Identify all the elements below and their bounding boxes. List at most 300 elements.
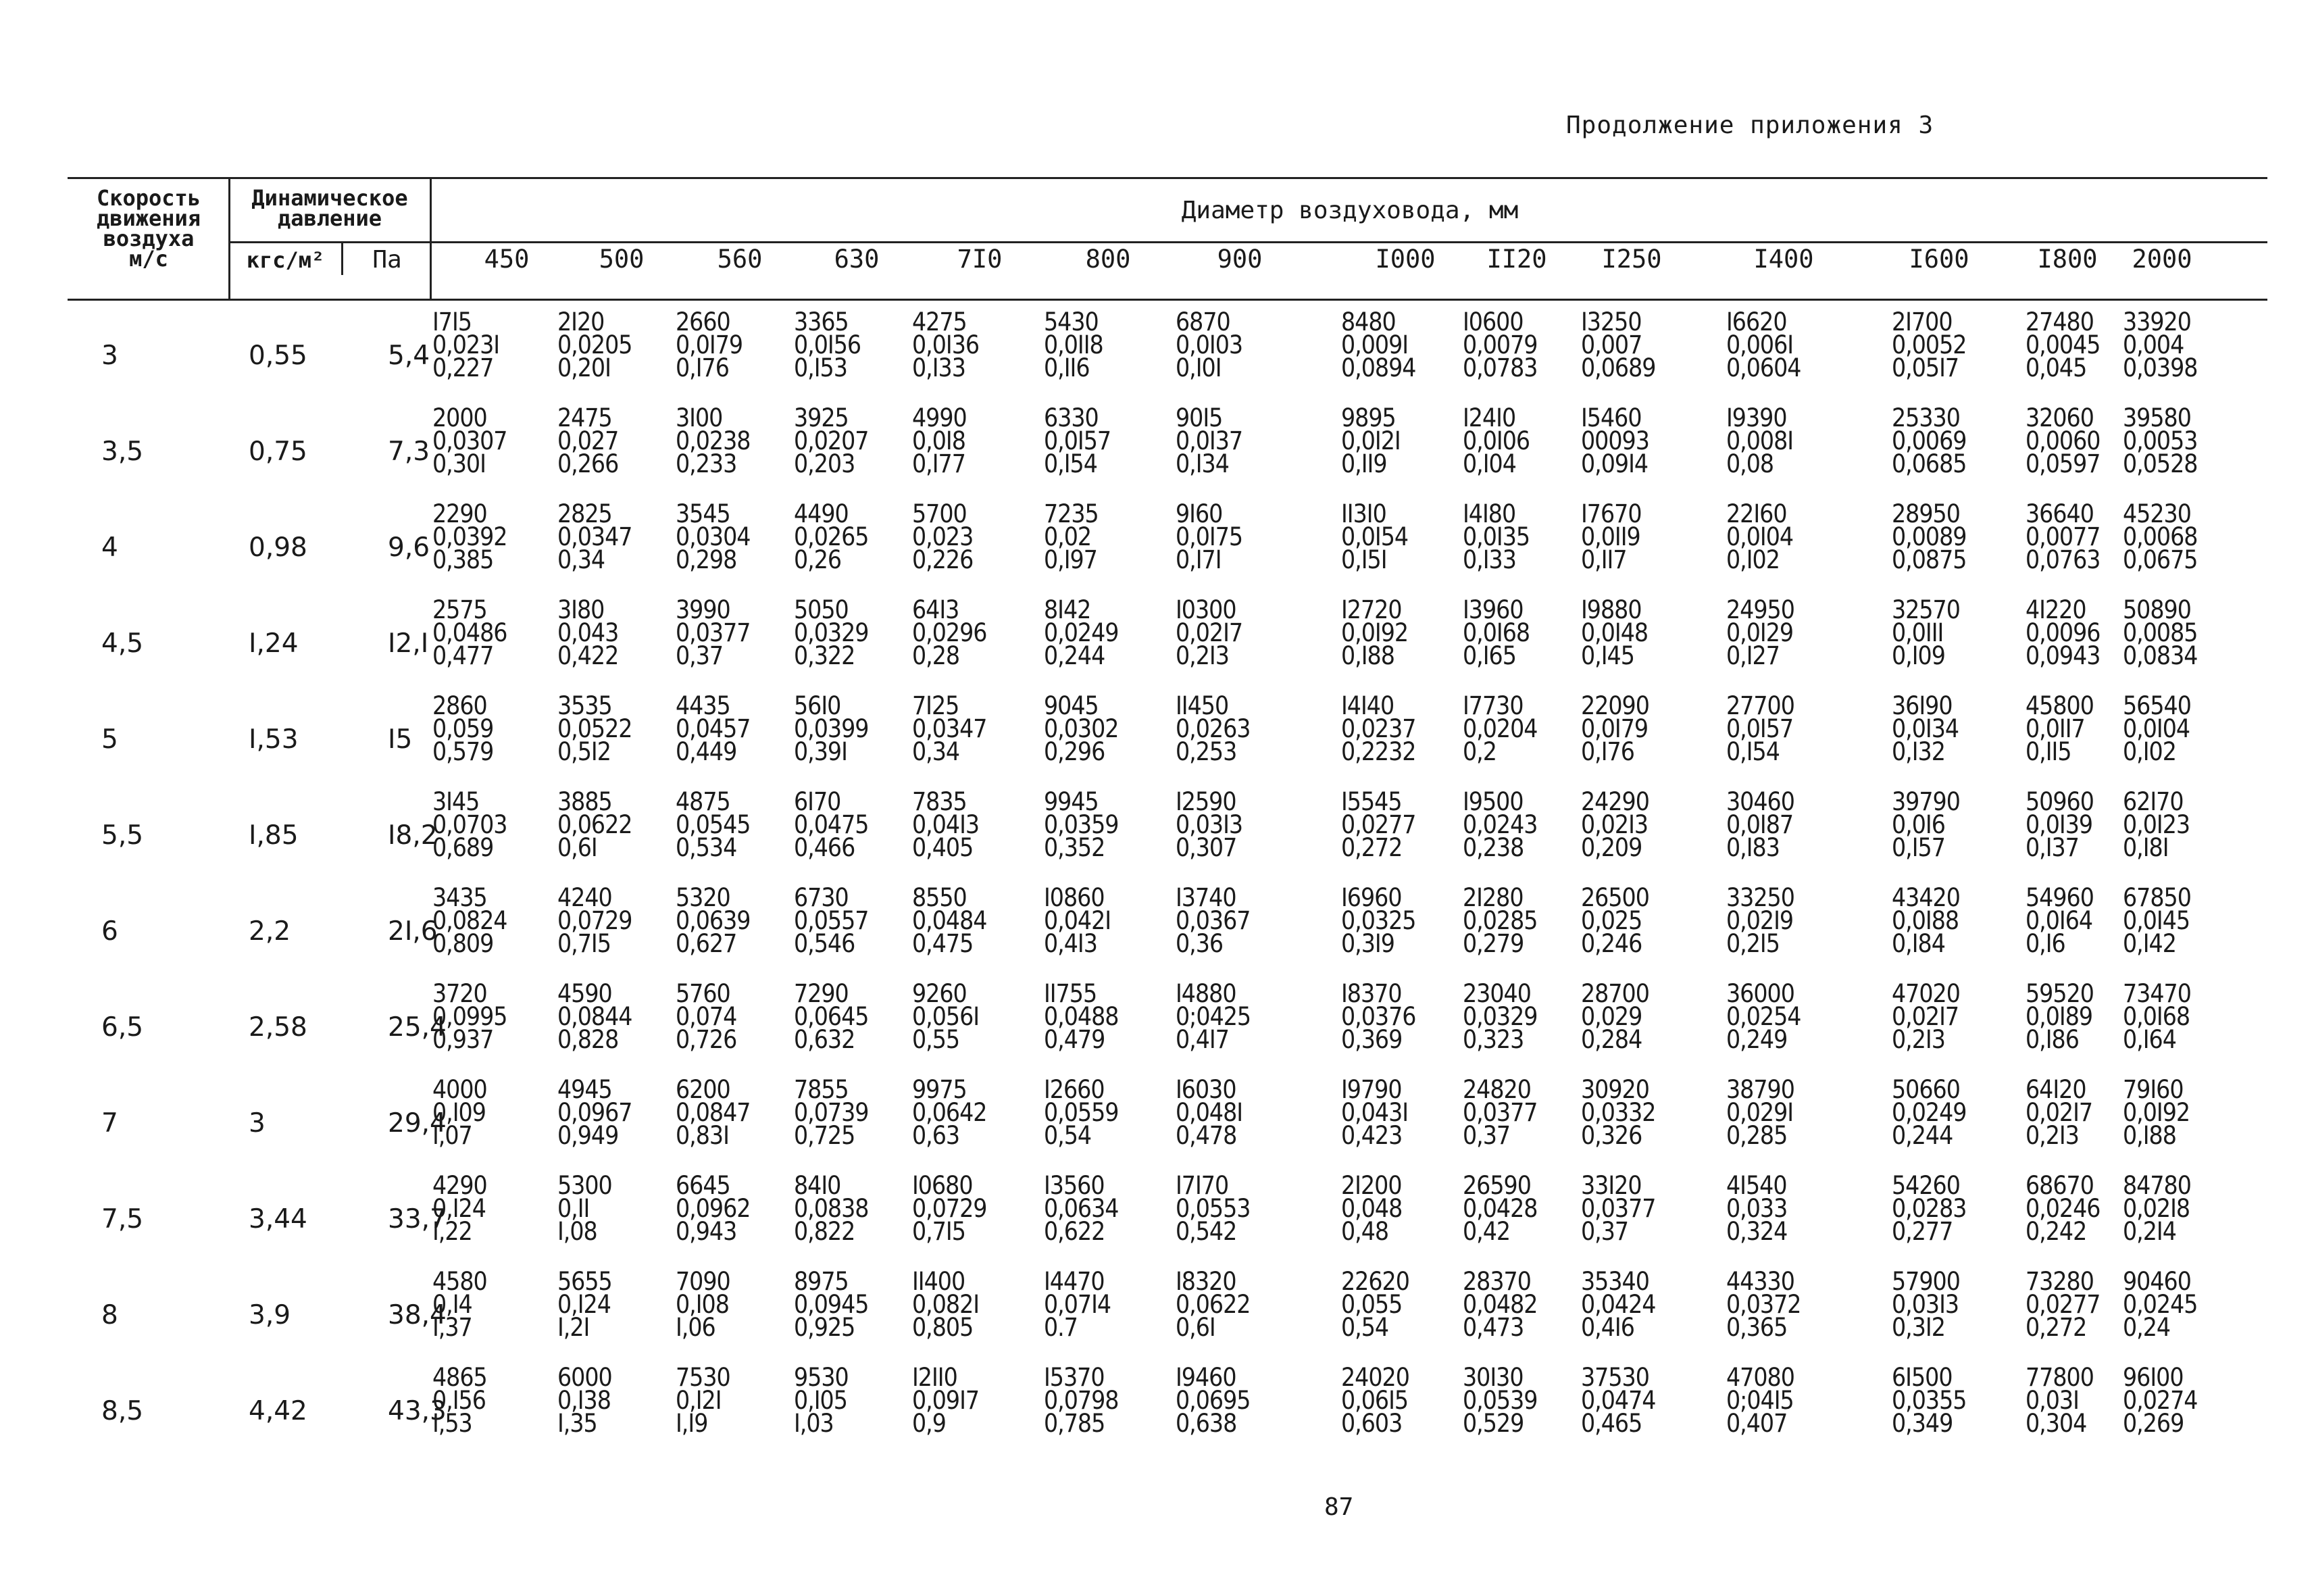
pressure-loss-value: 0,0634 — [1044, 1194, 1119, 1223]
airflow-value: 8I42 — [1044, 595, 1091, 624]
airflow-value: 8550 — [912, 883, 967, 912]
pressure-loss-value: 0,0329 — [794, 618, 869, 647]
pressure-loss-value: 0,007 — [1581, 330, 1642, 359]
airflow-value: 3885 — [557, 787, 612, 816]
pressure-loss-value: 0,0359 — [1044, 810, 1119, 839]
pressure-kgf-value: I,53 — [249, 724, 299, 755]
table-cell — [1892, 1267, 1960, 1342]
pressure-loss-value: 0,033 — [1726, 1194, 1788, 1223]
pressure-loss-pa-value: 0,477 — [432, 641, 494, 670]
airflow-value: I3960 — [1463, 595, 1524, 624]
pressure-loss-value: 0,0060 — [2026, 426, 2101, 455]
pressure-loss-pa-value: 0,529 — [1463, 1409, 1524, 1438]
airflow-value: 3I45 — [432, 787, 480, 816]
pressure-loss-pa-value: 0,39I — [794, 737, 847, 766]
pressure-loss-value: 0,0539 — [1463, 1386, 1538, 1415]
airflow-value: 5430 — [1044, 307, 1099, 336]
pressure-loss-pa-value: 0,385 — [432, 545, 494, 574]
airflow-value: 9945 — [1044, 787, 1099, 816]
pressure-loss-value: 0,0372 — [1726, 1290, 1801, 1319]
page-number: 87 — [1324, 1493, 1354, 1521]
airflow-value: 7530 — [676, 1363, 730, 1392]
pressure-loss-value: 0,0392 — [432, 522, 507, 551]
pressure-loss-pa-value: 0,326 — [1581, 1121, 1642, 1150]
table-cell — [1892, 499, 1967, 574]
pressure-loss-value: 0,0367 — [1176, 906, 1251, 935]
dynamic-pressure-header: Динамическое давление — [251, 185, 408, 231]
table-cell — [1463, 595, 1530, 670]
airflow-value: 5655 — [557, 1267, 612, 1296]
pressure-loss-value: 0,025 — [1581, 906, 1642, 935]
pressure-loss-pa-value: 0,298 — [676, 545, 737, 574]
pressure-loss-pa-value: 0,546 — [794, 929, 855, 958]
pressure-loss-value: 0,0096 — [2026, 618, 2101, 647]
airflow-value: I7I5 — [432, 307, 472, 336]
pressure-loss-value: 0,0332 — [1581, 1098, 1656, 1127]
table-cell — [432, 307, 500, 382]
table-cell — [1044, 499, 1099, 574]
pressure-loss-value: 0,0945 — [794, 1290, 869, 1319]
pressure-loss-value: 0,0377 — [676, 618, 751, 647]
table-cell — [1463, 787, 1538, 862]
table-cell — [1044, 1171, 1119, 1246]
airflow-value: 4945 — [557, 1075, 612, 1104]
pressure-loss-pa-value: 0,822 — [794, 1217, 855, 1246]
pressure-loss-pa-value: 0,6I — [1176, 1313, 1215, 1342]
pressure-loss-value: 0,0207 — [794, 426, 869, 455]
pressure-loss-pa-value: 0,365 — [1726, 1313, 1788, 1342]
table-cell — [1044, 403, 1111, 478]
pressure-loss-value: 0,0304 — [676, 522, 751, 551]
pressure-loss-value: 0,0I23 — [2123, 810, 2190, 839]
pressure-loss-pa-value: 0,405 — [912, 833, 974, 862]
pressure-loss-value: 0,008I — [1726, 426, 1794, 455]
airflow-value: 50960 — [2026, 787, 2094, 816]
airflow-value: 4240 — [557, 883, 612, 912]
table-cell — [557, 1363, 612, 1438]
airflow-value: 2290 — [432, 499, 487, 528]
airflow-value: 3535 — [557, 691, 612, 720]
airflow-value: I2590 — [1176, 787, 1236, 816]
pressure-loss-value: 0,I38 — [557, 1386, 611, 1415]
pressure-loss-pa-value: 0,I65 — [1463, 641, 1516, 670]
speed-value: 5,5 — [101, 820, 144, 851]
pressure-loss-value: 0,043I — [1341, 1098, 1409, 1127]
table-cell — [2026, 595, 2101, 670]
pressure-loss-pa-value: 0,I77 — [912, 449, 965, 478]
pressure-loss-value: 0,0739 — [794, 1098, 869, 1127]
pressure-loss-pa-value: 0,272 — [1341, 833, 1403, 862]
pressure-loss-pa-value: 0,246 — [1581, 929, 1642, 958]
pressure-loss-value: 0,07I4 — [1044, 1290, 1111, 1319]
airflow-value: 2I700 — [1892, 307, 1953, 336]
pressure-loss-value: 0,0263 — [1176, 714, 1251, 743]
pressure-pa-value: 25,4 — [388, 1012, 447, 1043]
table-cell — [2026, 787, 2094, 862]
airflow-value: 2I200 — [1341, 1171, 1402, 1200]
table-cell — [1892, 1171, 1967, 1246]
pressure-kgf-value: I,24 — [249, 628, 299, 659]
pressure-loss-value: 0,0824 — [432, 906, 507, 935]
airflow-value: I0860 — [1044, 883, 1105, 912]
table-cell — [676, 1075, 751, 1150]
table-cell — [1341, 883, 1416, 958]
airflow-value: 84780 — [2123, 1171, 2191, 1200]
table-cell — [557, 979, 632, 1054]
pressure-loss-value: 0,0622 — [557, 810, 632, 839]
pressure-loss-pa-value: 0,I86 — [2026, 1025, 2079, 1054]
table-cell — [1892, 307, 1967, 382]
pressure-loss-pa-value: 0,045 — [2026, 353, 2087, 382]
airflow-value: I7730 — [1463, 691, 1524, 720]
diameter-col-header: 2000 — [2132, 245, 2192, 274]
airflow-value: I2660 — [1044, 1075, 1105, 1104]
table-cell — [676, 1267, 730, 1342]
airflow-value: 90460 — [2123, 1267, 2191, 1296]
pressure-loss-pa-value: 0,277 — [1892, 1217, 1953, 1246]
pressure-loss-pa-value: 0,I09 — [1892, 641, 1945, 670]
pressure-loss-pa-value: 0,20I — [557, 353, 611, 382]
diameter-col-header: I600 — [1909, 245, 1969, 274]
table-cell — [432, 1363, 487, 1438]
speed-header: Скорость движения воздуха м/с — [96, 185, 201, 272]
table-cell — [1463, 1171, 1538, 1246]
table-cell — [794, 499, 869, 574]
table-cell — [2123, 979, 2191, 1054]
table-cell — [1581, 787, 1649, 862]
pressure-loss-value: 0,0I34 — [1892, 714, 1959, 743]
pressure-loss-value: 0,0052 — [1892, 330, 1967, 359]
pressure-loss-value: 0,0559 — [1044, 1098, 1119, 1127]
pressure-loss-pa-value: 0,725 — [794, 1121, 855, 1150]
table-cell — [1176, 979, 1251, 1054]
pressure-loss-value: 0,055 — [1341, 1290, 1403, 1319]
pressure-loss-value: 0,0I39 — [2026, 810, 2093, 839]
table-cell — [1726, 595, 1794, 670]
pressure-loss-pa-value: 0,479 — [1044, 1025, 1105, 1054]
airflow-value: 5700 — [912, 499, 967, 528]
table-cell — [1341, 307, 1416, 382]
airflow-value: 9260 — [912, 979, 967, 1008]
airflow-value: 6I70 — [794, 787, 841, 816]
pressure-loss-pa-value: 0,473 — [1463, 1313, 1524, 1342]
table-cell — [1044, 595, 1119, 670]
pressure-loss-pa-value: 0,42 — [1463, 1217, 1511, 1246]
table-cell — [1463, 403, 1530, 478]
pressure-loss-value: 0,0249 — [1044, 618, 1119, 647]
pressure-loss-pa-value: 0,37 — [1581, 1217, 1629, 1246]
airflow-value: 5050 — [794, 595, 849, 624]
airflow-value: 6I500 — [1892, 1363, 1953, 1392]
pressure-loss-pa-value: 0,09I4 — [1581, 449, 1649, 478]
airflow-value: I7670 — [1581, 499, 1642, 528]
pressure-loss-pa-value: 0,I8I — [2123, 833, 2169, 862]
airflow-value: 25330 — [1892, 403, 1960, 432]
pressure-loss-value: 0,0I36 — [912, 330, 980, 359]
pressure-loss-value: 0,0I68 — [1463, 618, 1530, 647]
airflow-value: 84I0 — [794, 1171, 841, 1200]
pressure-loss-value: 0,0457 — [676, 714, 751, 743]
pressure-kgf-value: 2,58 — [249, 1012, 307, 1043]
table-cell — [1726, 1267, 1801, 1342]
table-cell — [2026, 979, 2094, 1054]
airflow-value: 9I60 — [1176, 499, 1223, 528]
pressure-loss-pa-value: 0,I32 — [1892, 737, 1945, 766]
airflow-value: 32060 — [2026, 403, 2094, 432]
table-cell — [794, 883, 869, 958]
pressure-loss-pa-value: 0,352 — [1044, 833, 1105, 862]
pressure-loss-value: 0,0I04 — [1726, 522, 1794, 551]
airflow-value: 56540 — [2123, 691, 2191, 720]
pressure-loss-value: 0,0274 — [2123, 1386, 2198, 1415]
pressure-pa-value: 9,6 — [388, 532, 430, 563]
airflow-value: 9045 — [1044, 691, 1099, 720]
airflow-value: 2I280 — [1463, 883, 1524, 912]
pressure-loss-value: 0,I05 — [794, 1386, 847, 1415]
pressure-loss-pa-value: 0,7I5 — [912, 1217, 965, 1246]
table-cell — [557, 1267, 612, 1342]
airflow-value: 23040 — [1463, 979, 1531, 1008]
table-cell — [1341, 691, 1416, 766]
table-cell — [1892, 1075, 1967, 1150]
table-cell — [2026, 883, 2094, 958]
pressure-kgf-value: 4,42 — [249, 1396, 307, 1426]
pressure-loss-value: 0,0I45 — [2123, 906, 2190, 935]
diameter-col-header: I800 — [2037, 245, 2098, 274]
pressure-loss-pa-value: 0,I02 — [1726, 545, 1780, 574]
airflow-value: 39580 — [2123, 403, 2191, 432]
pressure-kgf-value: 3,44 — [249, 1204, 307, 1235]
table-cell — [432, 979, 507, 1054]
table-cell — [1341, 1171, 1403, 1246]
pressure-loss-value: 0,059 — [432, 714, 494, 743]
pressure-loss-value: 0,0245 — [2123, 1290, 2198, 1319]
table-cell — [557, 691, 632, 766]
airflow-value: 7I25 — [912, 691, 959, 720]
table-cell — [794, 691, 869, 766]
pressure-loss-pa-value: 0,622 — [1044, 1217, 1105, 1246]
table-cell — [912, 979, 980, 1054]
pressure-loss-value: 0,0553 — [1176, 1194, 1251, 1223]
pressure-loss-value: 0,0838 — [794, 1194, 869, 1223]
airflow-value: I4470 — [1044, 1267, 1105, 1296]
airflow-value: 28950 — [1892, 499, 1960, 528]
pressure-loss-pa-value: 0,423 — [1341, 1121, 1403, 1150]
pressure-loss-value: 0,0265 — [794, 522, 869, 551]
table-cell — [676, 883, 751, 958]
pressure-loss-pa-value: 0,244 — [1892, 1121, 1953, 1150]
airflow-value: 6330 — [1044, 403, 1099, 432]
diameter-header: Диаметр воздуховода, мм — [1181, 197, 1519, 224]
table-cell — [1176, 595, 1243, 670]
table-cell — [1581, 979, 1649, 1054]
pressure-kgf-value: I,85 — [249, 820, 299, 851]
pressure-loss-value: 0,0079 — [1463, 330, 1538, 359]
pressure-loss-value: 0,II — [557, 1194, 590, 1223]
table-cell — [1581, 1075, 1656, 1150]
pressure-loss-value: 0,02 — [1044, 522, 1092, 551]
airflow-value: 44330 — [1726, 1267, 1794, 1296]
airflow-value: 57900 — [1892, 1267, 1960, 1296]
pressure-loss-pa-value: 0,30I — [432, 449, 486, 478]
airflow-value: I4880 — [1176, 979, 1236, 1008]
pressure-loss-value: 0,056I — [912, 1002, 980, 1031]
pressure-loss-value: 0,03I3 — [1892, 1290, 1959, 1319]
airflow-value: 2I20 — [557, 307, 605, 336]
airflow-value: 3925 — [794, 403, 849, 432]
pressure-loss-pa-value: 0,34 — [912, 737, 960, 766]
pressure-loss-pa-value: 0,I42 — [2123, 929, 2176, 958]
pressure-loss-pa-value: 0,24 — [2123, 1313, 2171, 1342]
pressure-loss-pa-value: 0,238 — [1463, 833, 1524, 862]
airflow-value: 45230 — [2123, 499, 2191, 528]
airflow-value: II3I0 — [1341, 499, 1386, 528]
airflow-value: 22I60 — [1726, 499, 1787, 528]
pressure-loss-pa-value: 0,I04 — [1463, 449, 1516, 478]
diameter-col-header: 450 — [484, 245, 530, 274]
pressure-loss-value: 0,0967 — [557, 1098, 632, 1127]
pressure-loss-value: 0,I2I — [676, 1386, 722, 1415]
pressure-loss-pa-value: 0,296 — [1044, 737, 1105, 766]
pressure-loss-pa-value: 0,4I7 — [1176, 1025, 1229, 1054]
airflow-value: 3990 — [676, 595, 730, 624]
table-cell — [912, 1363, 980, 1438]
pressure-loss-pa-value: 0,9 — [912, 1409, 946, 1438]
pressure-loss-value: 0,0I06 — [1463, 426, 1530, 455]
table-cell — [1463, 1075, 1538, 1150]
diameter-col-header: 560 — [717, 245, 763, 274]
airflow-value: 7835 — [912, 787, 967, 816]
pressure-loss-pa-value: 0,08 — [1726, 449, 1774, 478]
airflow-value: I9500 — [1463, 787, 1524, 816]
pressure-loss-pa-value: 0,I88 — [1341, 641, 1394, 670]
airflow-value: I9390 — [1726, 403, 1787, 432]
pressure-loss-pa-value: I,22 — [432, 1217, 472, 1246]
pressure-loss-pa-value: 0,805 — [912, 1313, 974, 1342]
airflow-value: I6960 — [1341, 883, 1402, 912]
pressure-loss-pa-value: 0,726 — [676, 1025, 737, 1054]
airflow-value: I0300 — [1176, 595, 1236, 624]
speed-value: 5 — [101, 724, 118, 755]
table-cell — [557, 307, 632, 382]
pressure-loss-value: 0,0I48 — [1581, 618, 1649, 647]
airflow-value: I3250 — [1581, 307, 1642, 336]
airflow-value: 27480 — [2026, 307, 2094, 336]
airflow-value: II755 — [1044, 979, 1097, 1008]
pressure-loss-value: 0,0347 — [912, 714, 987, 743]
airflow-value: 5300 — [557, 1171, 612, 1200]
pressure-loss-value: 0,0557 — [794, 906, 869, 935]
pressure-loss-pa-value: 0,0894 — [1341, 353, 1416, 382]
pressure-loss-value: 0,03I — [2026, 1386, 2079, 1415]
table-cell — [1726, 403, 1794, 478]
airflow-value: 26500 — [1581, 883, 1649, 912]
pressure-loss-pa-value: 0,603 — [1341, 1409, 1403, 1438]
pressure-loss-value: 0,0695 — [1176, 1386, 1251, 1415]
table-cell — [2026, 1075, 2093, 1150]
airflow-value: 36000 — [1726, 979, 1794, 1008]
pressure-kgf-value: 0,55 — [249, 341, 307, 371]
pressure-loss-pa-value: 0,0604 — [1726, 353, 1801, 382]
pressure-loss-value: 0,03I3 — [1176, 810, 1243, 839]
pressure-loss-value: 0,0482 — [1463, 1290, 1538, 1319]
table-cell — [1726, 307, 1801, 382]
pressure-loss-value: 0,0484 — [912, 906, 987, 935]
pressure-loss-pa-value: 0,266 — [557, 449, 619, 478]
pressure-loss-value: 0,0I57 — [1726, 714, 1794, 743]
airflow-value: 9975 — [912, 1075, 967, 1104]
airflow-value: I6030 — [1176, 1075, 1236, 1104]
pressure-loss-pa-value: 0,0689 — [1581, 353, 1656, 382]
table-cell — [794, 1363, 849, 1438]
table-cell — [1726, 1171, 1788, 1246]
table-cell — [794, 787, 869, 862]
pressure-loss-value: 0,02I7 — [1176, 618, 1243, 647]
pressure-loss-value: 0,0302 — [1044, 714, 1119, 743]
pressure-loss-value: 0,0347 — [557, 522, 632, 551]
table-cell — [1463, 307, 1538, 382]
pressure-loss-pa-value: 0,I02 — [2123, 737, 2176, 766]
table-cell — [1341, 1363, 1409, 1438]
table-cell — [1341, 787, 1416, 862]
pressure-pa-value: I5 — [388, 724, 413, 755]
pressure-loss-pa-value: 0,I34 — [1176, 449, 1229, 478]
table-cell — [1176, 787, 1243, 862]
table-cell — [432, 1267, 487, 1342]
pressure-loss-value: 0,0285 — [1463, 906, 1538, 935]
airflow-value: 4865 — [432, 1363, 487, 1392]
pressure-loss-pa-value: 0,I97 — [1044, 545, 1097, 574]
unit-pa-header: Па — [372, 246, 402, 274]
pressure-loss-value: 0,0622 — [1176, 1290, 1251, 1319]
pressure-loss-pa-value: 0,242 — [2026, 1217, 2087, 1246]
table-cell — [432, 499, 507, 574]
airflow-value: 4I540 — [1726, 1171, 1787, 1200]
pressure-loss-value: 0,0085 — [2123, 618, 2198, 647]
table-cell — [676, 403, 751, 478]
diameter-col-header: 500 — [599, 245, 645, 274]
table-cell — [1581, 307, 1656, 382]
pressure-loss-pa-value: 0,304 — [2026, 1409, 2087, 1438]
pressure-loss-pa-value: 0,II9 — [1341, 449, 1387, 478]
table-cell — [2123, 1171, 2191, 1246]
pressure-loss-value: 0,004 — [2123, 330, 2184, 359]
pressure-loss-pa-value: 0,203 — [794, 449, 855, 478]
table-cell — [2026, 1363, 2094, 1438]
table-cell — [1176, 1075, 1243, 1150]
table-cell — [1044, 979, 1119, 1054]
table-cell — [2026, 691, 2094, 766]
pressure-loss-pa-value: 0,478 — [1176, 1121, 1237, 1150]
airflow-value: 2000 — [432, 403, 487, 432]
airflow-value: 3435 — [432, 883, 487, 912]
table-cell — [1341, 595, 1409, 670]
airflow-value: 54960 — [2026, 883, 2094, 912]
pressure-loss-pa-value: 0,2I3 — [1892, 1025, 1945, 1054]
pressure-loss-pa-value: 0,7I5 — [557, 929, 611, 958]
airflow-value: 37530 — [1581, 1363, 1649, 1392]
airflow-value: 4275 — [912, 307, 967, 336]
airflow-value: 33I20 — [1581, 1171, 1642, 1200]
airflow-value: 4000 — [432, 1075, 487, 1104]
pressure-loss-value: 0,02I9 — [1726, 906, 1794, 935]
airflow-value: 28370 — [1463, 1267, 1531, 1296]
pressure-loss-value: 0,0I57 — [1044, 426, 1111, 455]
pressure-loss-pa-value: 0,I53 — [794, 353, 847, 382]
pressure-loss-value: 0,0I64 — [2026, 906, 2093, 935]
pressure-loss-value: 0,0I92 — [1341, 618, 1409, 647]
table-cell — [557, 403, 619, 478]
